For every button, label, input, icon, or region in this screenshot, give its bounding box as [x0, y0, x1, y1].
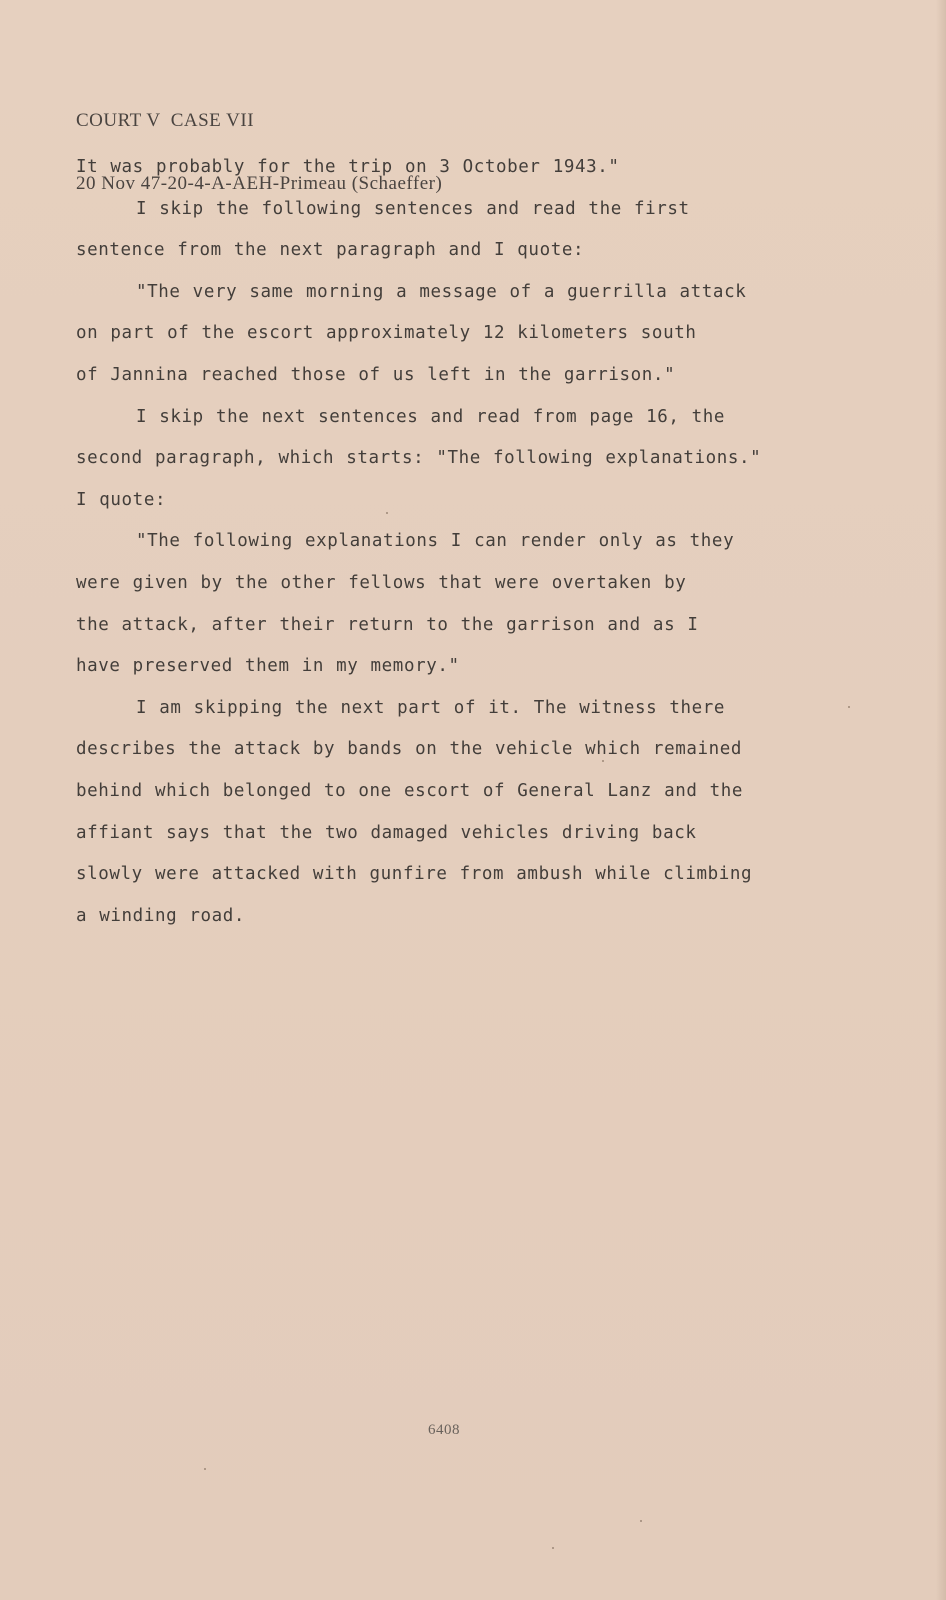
transcript-line: I am skipping the next part of it. The witness there — [136, 697, 726, 718]
transcript-line: describes the attack by bands on the vehicle which remained — [76, 739, 743, 760]
transcript-line: on part of the escort approximately 12 kilometers south — [76, 323, 697, 344]
transcript-line: of Jannina reached those of us left in the garrison." — [76, 364, 676, 385]
transcript-line: the attack, after their return to the garrison and as I — [76, 614, 699, 635]
transcript-line: have preserved them in my memory." — [76, 656, 460, 677]
transcript-line: "The very same morning a message of a guerrilla attack — [136, 281, 747, 302]
header-court-case: COURT V CASE VII — [76, 110, 255, 131]
transcript-line: It was probably for the trip on 3 October 1943." — [76, 157, 620, 177]
transcript-line: a winding road. — [76, 905, 246, 926]
transcript-line: were given by the other fellows that were overtaken by — [76, 572, 687, 593]
paper-speck — [640, 1520, 642, 1522]
paper-speck — [848, 706, 850, 708]
transcript-line: I quote: — [76, 489, 167, 510]
transcript-body — [76, 147, 926, 937]
transcript-line: slowly were attacked with gunfire from ambush while climbing — [76, 864, 753, 885]
page-number: 6408 — [428, 1422, 460, 1438]
transcript-line: sentence from the next paragraph and I quote: — [76, 240, 585, 261]
transcript-line: "The following explanations I can render only as they — [136, 531, 735, 552]
transcript-line: I skip the following sentences and read the first — [136, 198, 690, 219]
paper-speck — [386, 512, 388, 514]
transcript-line: I skip the next sentences and read from page 16, the — [136, 406, 726, 427]
header-session-info: 20 Nov 47-20-4-A-AEH-Primeau (Schaeffer) — [76, 173, 443, 194]
paper-speck — [204, 1468, 206, 1470]
transcript-line: behind which belonged to one escort of General Lanz and the — [76, 780, 744, 801]
paper-speck — [602, 760, 604, 762]
paper-speck — [552, 1547, 554, 1549]
transcript-line: second paragraph, which starts: "The following explanations." — [76, 448, 762, 469]
transcript-line: affiant says that the two damaged vehicles driving back — [76, 822, 697, 843]
page-edge-shadow — [936, 0, 946, 1600]
